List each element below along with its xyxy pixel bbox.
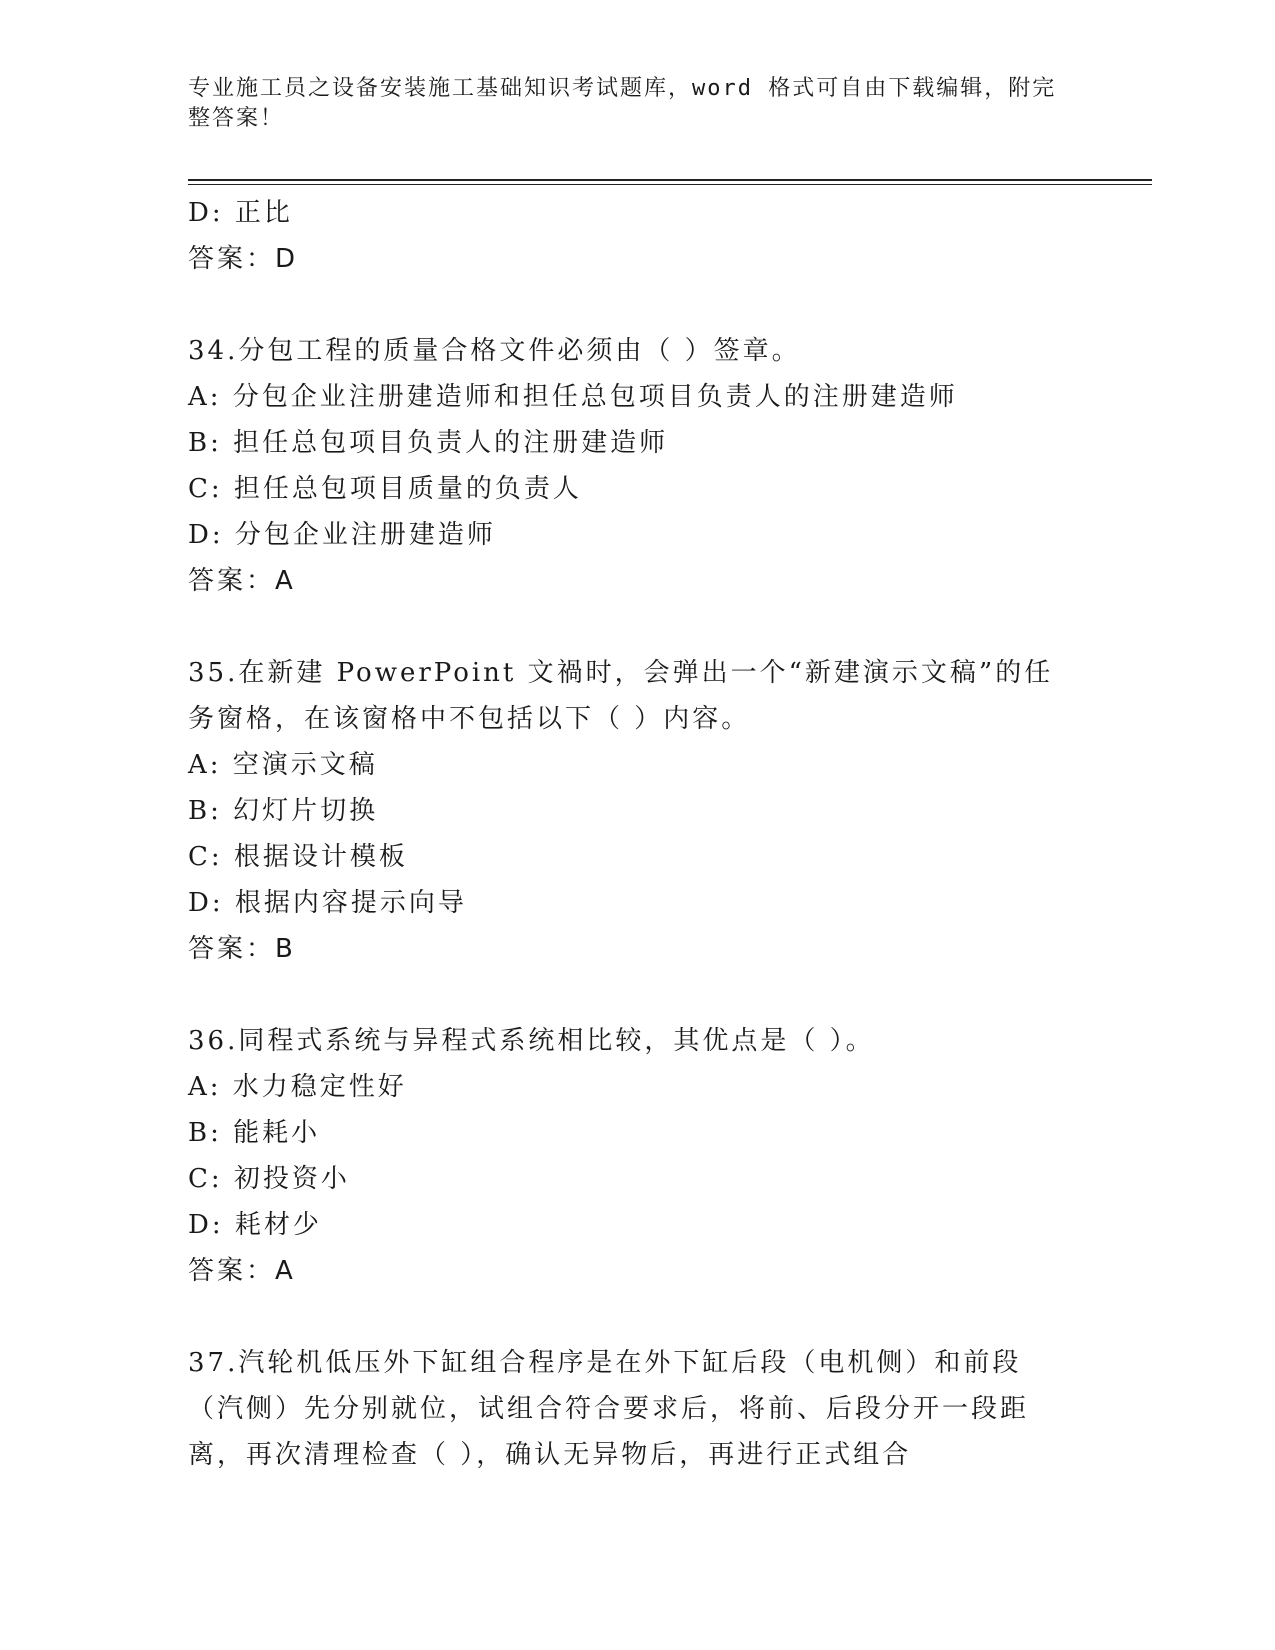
- document-body: [188, 190, 1088, 1478]
- option-b: B: 担任总包项目负责人的注册建造师: [188, 428, 669, 458]
- answer-label: 答案：B: [188, 934, 296, 964]
- question-36: [188, 1018, 1088, 1294]
- answer-label: 答案：A: [188, 566, 296, 596]
- spacer: [188, 1294, 1088, 1340]
- option-d: D: 耗材少: [188, 1210, 322, 1240]
- question-stem: 37.汽轮机低压外下缸组合程序是在外下缸后段（电机侧）和前段（汽侧）先分别就位，试组合符合要求后，将前、后段分开一段距离，再次清理检查（ ），确认无异物后，再进行正式组合: [188, 1348, 1030, 1470]
- spacer: [188, 282, 1088, 328]
- option-d: D: 根据内容提示向导: [188, 888, 467, 918]
- answer-label: 答案：D: [188, 244, 299, 274]
- option-c: C: 初投资小: [188, 1164, 350, 1194]
- option-d: D: 正比: [188, 198, 293, 228]
- question-37: [188, 1340, 1088, 1478]
- header-divider-thin: [188, 184, 1152, 185]
- spacer: [188, 604, 1088, 650]
- question-stem: 36.同程式系统与异程式系统相比较，其优点是（ ）。: [188, 1026, 875, 1056]
- header-divider-thick: [188, 179, 1152, 181]
- option-a: A: 空演示文稿: [188, 750, 378, 780]
- question-35: [188, 650, 1088, 972]
- option-a: A: 水力稳定性好: [188, 1072, 407, 1102]
- question-34: [188, 328, 1088, 604]
- question-stem: 34.分包工程的质量合格文件必须由（ ）签章。: [188, 336, 801, 366]
- option-a: A: 分包企业注册建造师和担任总包项目负责人的注册建造师: [188, 382, 958, 412]
- question-stem: 35.在新建 PowerPoint 文禍时，会弹出一个“新建演示文稿”的任务窗格，在该窗格中不包括以下（ ）内容。: [188, 658, 1054, 734]
- option-b: B: 幻灯片切换: [188, 796, 379, 826]
- option-c: C: 根据设计模板: [188, 842, 408, 872]
- option-b: B: 能耗小: [188, 1118, 321, 1148]
- option-c: C: 担任总包项目质量的负责人: [188, 474, 582, 504]
- spacer: [188, 972, 1088, 1018]
- option-d: D: 分包企业注册建造师: [188, 520, 496, 550]
- document-header: 专业施工员之设备安装施工基础知识考试题库，word 格式可自由下载编辑，附完整答案！: [188, 76, 1057, 131]
- answer-label: 答案：A: [188, 1256, 296, 1286]
